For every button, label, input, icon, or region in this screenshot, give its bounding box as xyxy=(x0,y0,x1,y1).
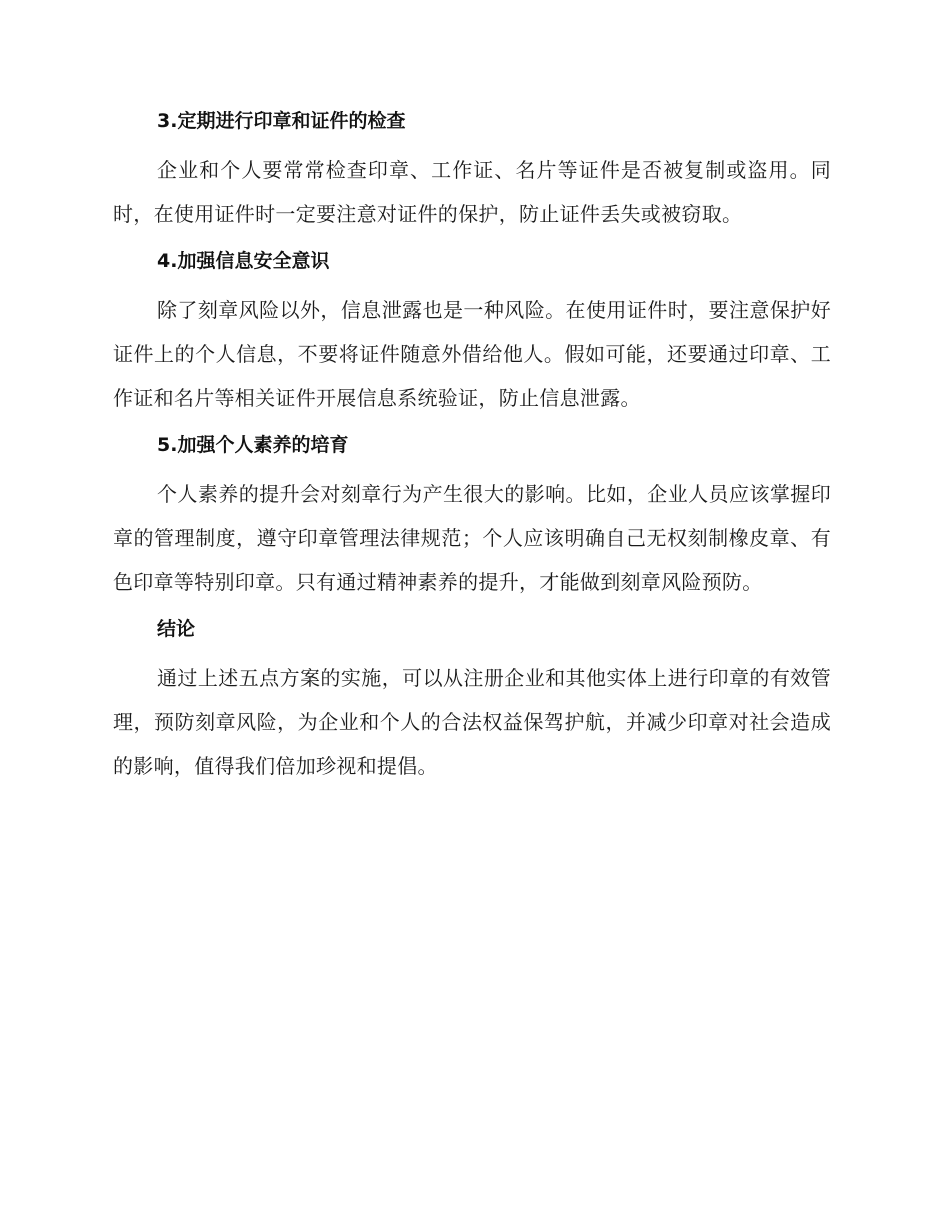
section-5 xyxy=(113,430,831,604)
section-paragraph: 除了刻章风险以外，信息泄露也是一种风险。在使用证件时，要注意保护好证件上的个人信息，不要将证件随意外借给他人。假如可能，还要通过印章、工作证和名片等相关证件开展信息系统验证，防止信息泄露。 xyxy=(113,298,831,410)
section-conclusion xyxy=(113,614,831,788)
document-body xyxy=(113,106,831,798)
section-heading: 5.加强个人素养的培育 xyxy=(157,434,349,456)
section-4 xyxy=(113,246,831,420)
section-heading: 结论 xyxy=(157,618,196,640)
section-paragraph: 通过上述五点方案的实施，可以从注册企业和其他实体上进行印章的有效管理，预防刻章风险，为企业和个人的合法权益保驾护航，并减少印章对社会造成的影响，值得我们倍加珍视和提倡。 xyxy=(113,666,831,778)
section-heading: 4.加强信息安全意识 xyxy=(157,250,330,272)
section-paragraph: 企业和个人要常常检查印章、工作证、名片等证件是否被复制或盗用。同时，在使用证件时一定要注意对证件的保护，防止证件丢失或被窃取。 xyxy=(113,158,831,226)
section-heading: 3.定期进行印章和证件的检查 xyxy=(157,110,406,132)
section-paragraph: 个人素养的提升会对刻章行为产生很大的影响。比如，企业人员应该掌握印章的管理制度，遵守印章管理法律规范；个人应该明确自己无权刻制橡皮章、有色印章等特别印章。只有通过精神素养的提升，才能做到刻章风险预防。 xyxy=(113,482,831,594)
section-3 xyxy=(113,106,831,236)
